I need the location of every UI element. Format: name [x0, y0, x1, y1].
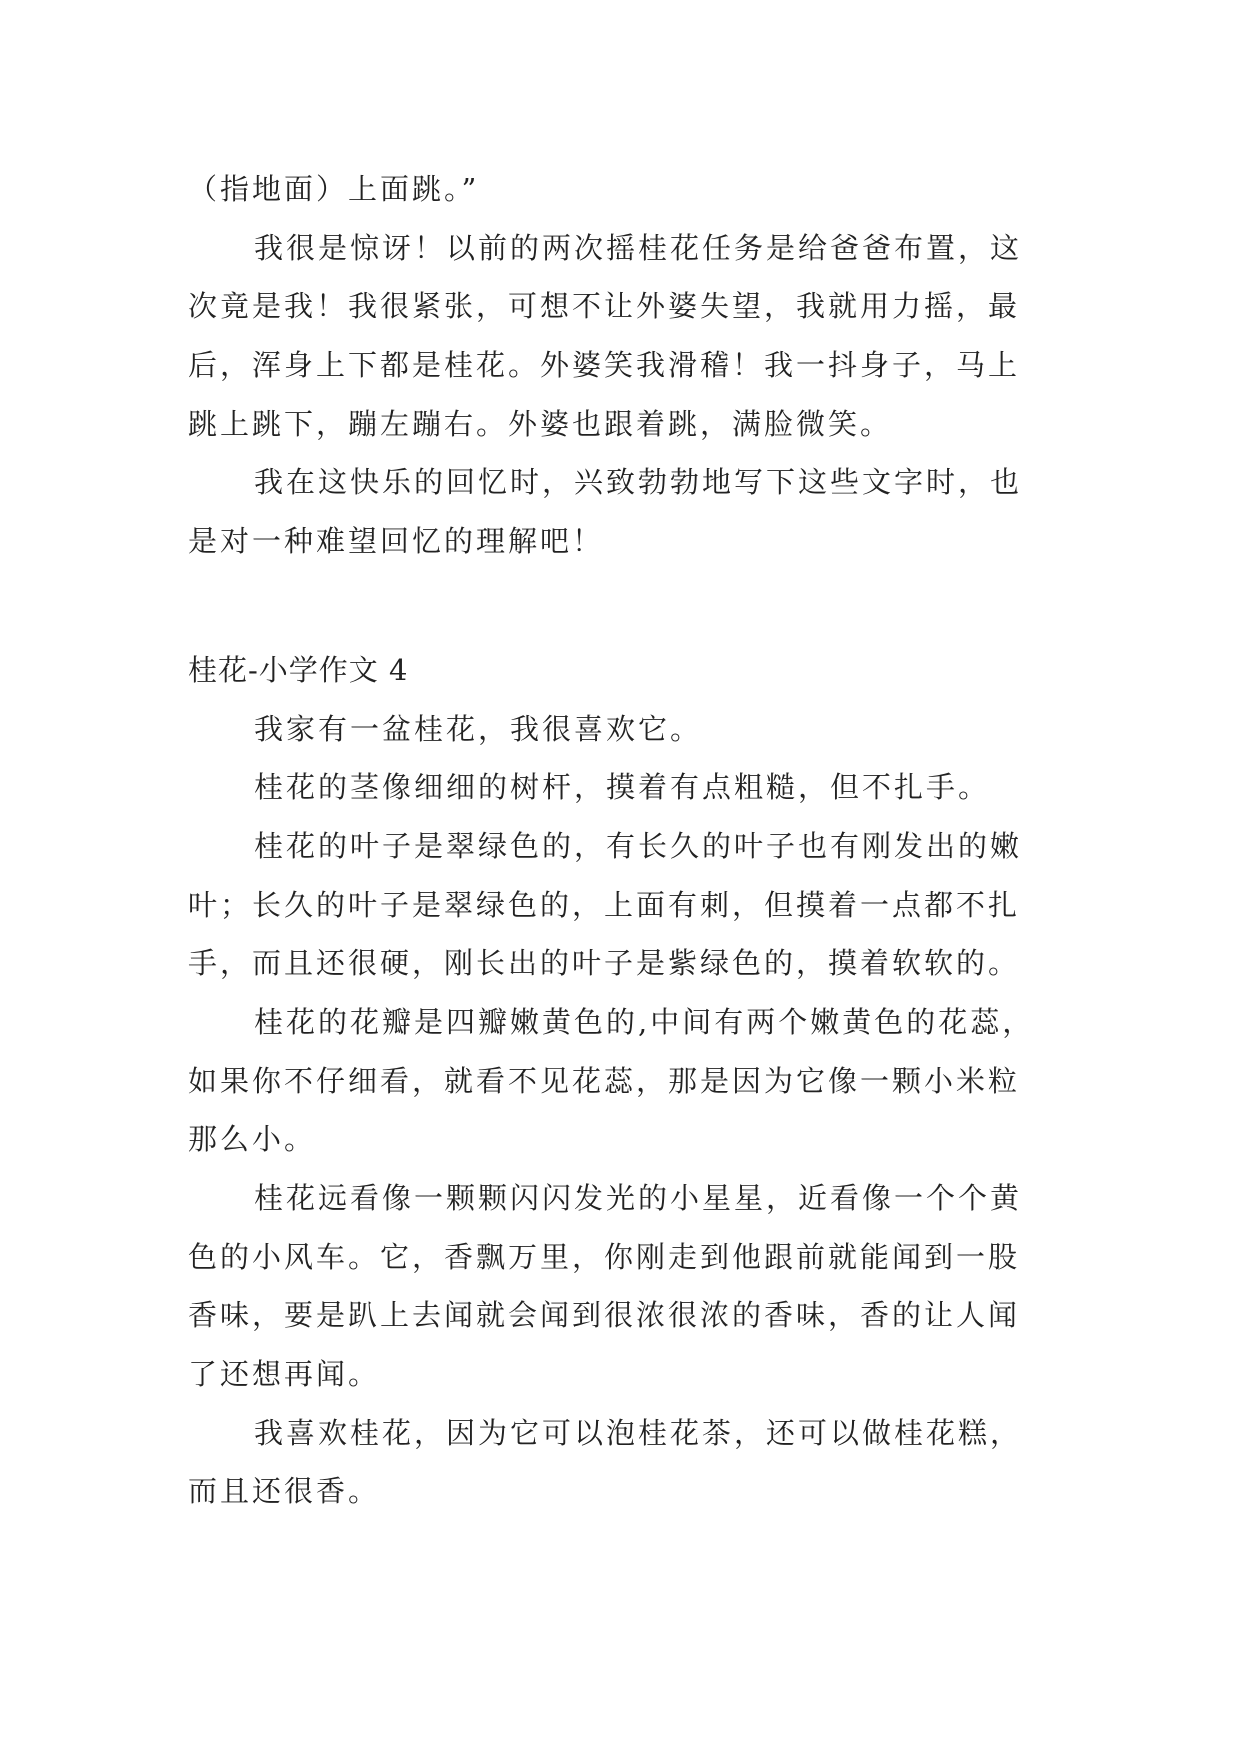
text-line: 跳上跳下，蹦左蹦右。外婆也跟着跳，满脸微笑。	[188, 406, 893, 441]
text-line: 色的小风车。它，香飘万里，你刚走到他跟前就能闻到一股	[188, 1239, 1021, 1274]
paragraph-first-line: 我在这快乐的回忆时，兴致勃勃地写下这些文字时，也	[254, 465, 1023, 500]
document-body	[188, 160, 1068, 1521]
text-line: 后，浑身上下都是桂花。外婆笑我滑稽！我一抖身子，马上	[188, 348, 1021, 383]
paragraph-first-line: 桂花远看像一颗颗闪闪发光的小星星，近看像一个个黄	[254, 1181, 1023, 1215]
text-line: 香味，要是趴上去闻就会闻到很浓很浓的香味，香的让人闻	[188, 1298, 1021, 1333]
paragraph-first-line: 我很是惊讶！以前的两次摇桂花任务是给爸爸布置，这	[254, 230, 1023, 265]
text-line: 那么小。	[188, 1122, 317, 1157]
text-line: 是对一种难望回忆的理解吧！	[188, 524, 605, 559]
paragraph-first-line: 桂花的茎像细细的树杆，摸着有点粗糙，但不扎手。	[254, 770, 991, 805]
paragraph-first-line: 桂花的叶子是翠绿色的，有长久的叶子也有刚发出的嫩	[254, 828, 1023, 863]
text-line: 而且还很香。	[188, 1474, 381, 1509]
section-title: 桂花-小学作文 4	[188, 652, 409, 687]
text-line: 如果你不仔细看，就看不见花蕊，那是因为它像一颗小米粒	[188, 1063, 1021, 1098]
section-gap	[188, 571, 1068, 641]
text-line: 次竟是我！我很紧张，可想不让外婆失望，我就用力摇，最	[188, 289, 1021, 324]
text-line: 手，而且还很硬，刚长出的叶子是紫绿色的，摸着软软的。	[188, 946, 1021, 981]
paragraph-first-line: 我喜欢桂花，因为它可以泡桂花茶，还可以做桂花糕，	[254, 1415, 1023, 1450]
text-line: 了还想再闻。	[188, 1357, 381, 1392]
text-line: （指地面）上面跳。”	[188, 172, 480, 206]
text-line: 叶；长久的叶子是翠绿色的，上面有刺，但摸着一点都不扎	[188, 887, 1021, 922]
paragraph-first-line: 桂花的花瓣是四瓣嫩黄色的,中间有两个嫩黄色的花蕊，	[254, 1004, 1035, 1039]
paragraph-first-line: 我家有一盆桂花，我很喜欢它。	[254, 711, 703, 746]
